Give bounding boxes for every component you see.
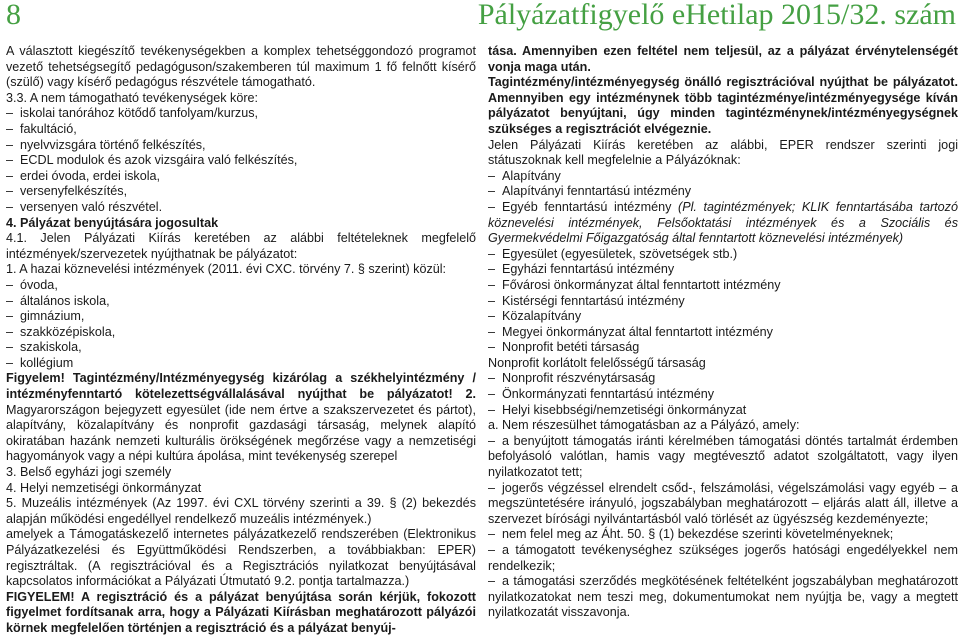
list-item: – versenyfelkészítés, [6,184,128,199]
list-item: – Egyéb fenntartású intézmény (Pl. tagintézmények; KLIK fenntartásába tartozó köznevelési intézmények, Felsőoktatási intézmények és a Szociális és Gyermekvédelmi Főigazgatóság által fenntartott köznevelési intézmények) [488,199,958,246]
list-item: – nyelvvizsgára történő felkészítés, [6,137,206,152]
not-supported-list [6,106,476,215]
eligible-item-3: 3. Belső egyházi jogi személy [6,465,172,480]
list-item: – Alapítványi fenntartású intézmény [488,184,692,199]
list-item: – jogerős végzéssel elrendelt csőd-, felszámolási, végelszámolási vagy egyéb – a megszüntetésére irányuló, jogszabályban meghatározott – eljárás alatt áll, illetve a szervezet bírósági nyilvántartásból való törlését az ügyészség kezdeményezte; [488,480,958,526]
warning-paragraph-1: Figyelem! Tagintézmény/Intézményegység kizárólag a székhelyintézmény / intézményfenntartó kötelezettségvállalásával nyújthat be pályázatot! 2. Magyarországon bejegyzett egyesület (ide nem értve a szakszervezetet és pártot), alapítvány, közalapítvány és nonprofit gazdasági társaság, melynek alapító okiratában hazánk nemzeti kulturális örökségének megőrzése vagy a nemzetiségi hagyományok vagy a népi kultúra ápolása, mint tevékenység szerepel [6,371,476,464]
list-item: – iskolai tanórához kötődő tanfolyam/kurzus, [6,106,259,121]
publication-title: Pályázatfigyelő eHetilap 2015/32. szám [477,0,956,31]
registration-paragraph: amelyek a Támogatáskezelő internetes pályázatkezelő rendszerében (Elektronikus Pályázatkezelési és Együttműködési Rendszerben, a továbbiakban: EPER) regisztráltak. (A regisztrációval és a Regisztrációs nyilatkozat benyújtásával kapcsolatos információkat a Pályázati Útmutató 9.2. pontja tartalmazza.) [6,527,476,589]
section-4-heading: 4. Pályázat benyújtására jogosultak [6,215,219,230]
list-item: – Helyi kisebbségi/nemzetiségi önkormányzat [488,402,747,417]
not-supported-title: 3.3. A nem támogatható tevékenységek köre: [6,90,259,105]
list-item: – kollégium [6,355,74,370]
list-item: – erdei óvoda, erdei iskola, [6,168,161,183]
list-item: – gimnázium, [6,309,85,324]
school-type-list [6,278,476,372]
page-header [0,0,960,34]
list-item: – Alapítvány [488,168,561,183]
list-item: – nem felel meg az Áht. 50. § (1) bekezdése szerinti követelményeknek; [488,527,894,542]
page-number: 8 [6,0,21,31]
list-item: – Megyei önkormányzat által fenntartott intézmény [488,324,773,339]
list-item: – általános iskola, [6,293,110,308]
eligible-item-5: 5. Muzeális intézmények (Az 1997. évi CXL törvény szerinti a 39. § (2) bekezdés alapján működési engedéllyel rendelkező muzeális intézmények.) [6,496,476,526]
right-column [488,44,958,621]
legal-status-list [488,169,958,419]
exclusion-list [488,434,958,621]
list-item: – Közalapítvány [488,309,582,324]
intro-paragraph: A választott kiegészítő tevékenységekben a komplex tehetséggondozó programot vezető tehetségsegítő pedagóguson/szakemberen túl maximum 1 fő felnőtt kísérő (szülő) vagy kísérő pedagógus részvétele támogatható. [6,44,476,90]
list-item: – Egyházi fenntartású intézmény [488,262,675,277]
list-item: – Önkormányzati fenntartású intézmény [488,387,715,402]
list-item: – a támogatott tevékenységhez szükséges jogerős hatósági engedélyekkel nem rendelkezik; [488,543,958,573]
list-item: – Egyesület (egyesületek, szövetségek stb.) [488,246,738,261]
list-item: – szakiskola, [6,340,82,355]
list-item: – Nonprofit részvénytársaság [488,371,656,386]
list-item: – Fővárosi önkormányzat által fenntartott intézmény [488,277,781,292]
eligible-item-1: 1. A hazai köznevelési intézmények (2011. évi CXC. törvény 7. § szerint) közül: [6,262,447,277]
nonprofit-header: Nonprofit korlátolt felelősségű társaság [488,355,706,370]
list-item: – versenyen való részvétel. [6,199,163,214]
list-item: – a támogatási szerződés megkötésének feltételként jogszabályban meghatározott nyilatkozatokat nem teszi meg, dokumentumokat nem nyújtja be, vagy a megtett nyilatkozatát visszavonja. [488,574,958,620]
section-4-1: 4.1. Jelen Pályázati Kiírás keretében az alábbi feltételeknek megfelelő intézmények/szervezetek nyújthatnak be pályázatot: [6,231,476,261]
left-column [6,44,476,637]
member-institution-paragraph: Tagintézmény/intézményegység önálló regisztrációval nyújthat be pályázatot. Amennyiben egy intézménynek több tagintézménye/intézményegysége kíván pályázatot benyújtani, úgy minden tagintézménynek/intézményegységnek szükséges a regisztrációt elvégeznie. [488,75,958,136]
eper-status-intro: Jelen Pályázati Kiírás keretében az alábbi, EPER rendszer szerinti jogi státuszoknak kell megfelelnie a Pályázóknak: [488,137,958,168]
list-item: – a benyújtott támogatás iránti kérelmében támogatási döntés tartalmát érdemben befolyásoló valótlan, hamis vagy megtévesztő adatot szolgáltatott, vagy ilyen nyilatkozatot tett; [488,433,958,480]
list-item: – szakközépiskola, [6,324,116,339]
list-item: – fakultáció, [6,121,77,136]
exclusion-intro: a. Nem részesülhet támogatásban az a Pályázó, amely: [488,418,800,433]
warning-paragraph-2: FIGYELEM! A regisztráció és a pályázat benyújtása során kérjük, fokozott figyelmet fordítsanak arra, hogy a Pályázati Kiírásban meghatározott pályázói körnek megfelelően történjen a regisztráció és a pályázat benyúj- [6,589,476,635]
eligible-item-4: 4. Helyi nemzetiségi önkormányzat [6,480,202,495]
continuation-paragraph: tása. Amennyiben ezen feltétel nem teljesül, az a pályázat érvénytelenségét vonja maga után. [488,44,958,74]
list-item: – Nonprofit betéti társaság [488,340,640,355]
list-item: – ECDL modulok és azok vizsgáira való felkészítés, [6,153,298,168]
list-item: – Kistérségi fenntartású intézmény [488,293,685,308]
list-item: – óvoda, [6,277,58,292]
